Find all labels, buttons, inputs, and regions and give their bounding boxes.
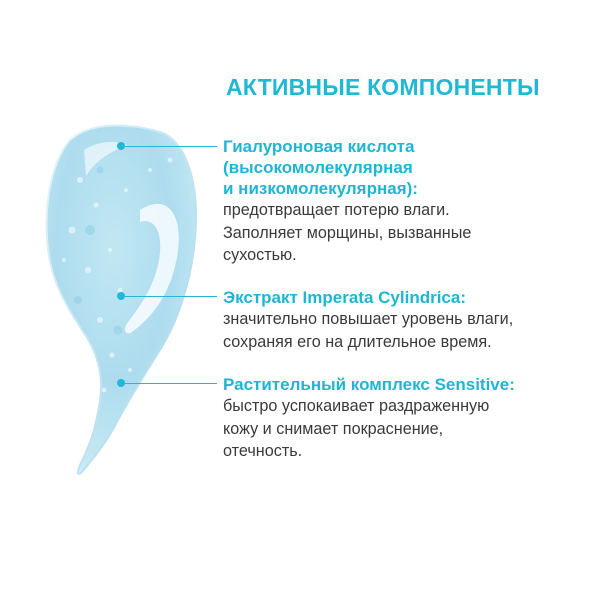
ingredient-section-hyaluronic (223, 136, 583, 267)
connector-line (125, 146, 217, 148)
ingredient-description: предотвращает потерю влаги. Заполняет морщины, вызванные сухостью. (223, 201, 472, 264)
ingredient-description: быстро успокаивает раздраженную кожу и снимает покраснение, отечность. (223, 397, 490, 460)
bullet-marker (117, 142, 125, 150)
ingredient-heading: Экстракт Imperata Cylindrica: (223, 288, 466, 307)
ingredient-section-imperata (223, 287, 583, 353)
bullet-marker (117, 292, 125, 300)
page-title: АКТИВНЫЕ КОМПОНЕНТЫ (226, 74, 540, 100)
ingredient-heading: Гиалуроновая кислота (высокомолекулярная и низкомолекулярная): (223, 137, 418, 198)
bullet-marker (117, 379, 125, 387)
connector-line (125, 383, 217, 385)
ingredient-section-sensitive-complex (223, 374, 583, 463)
ingredient-heading: Растительный комплекс Sensitive: (223, 375, 515, 394)
ingredient-description: значительно повышает уровень влаги, сохраняя его на длительное время. (223, 310, 514, 351)
connector-line (125, 296, 217, 298)
